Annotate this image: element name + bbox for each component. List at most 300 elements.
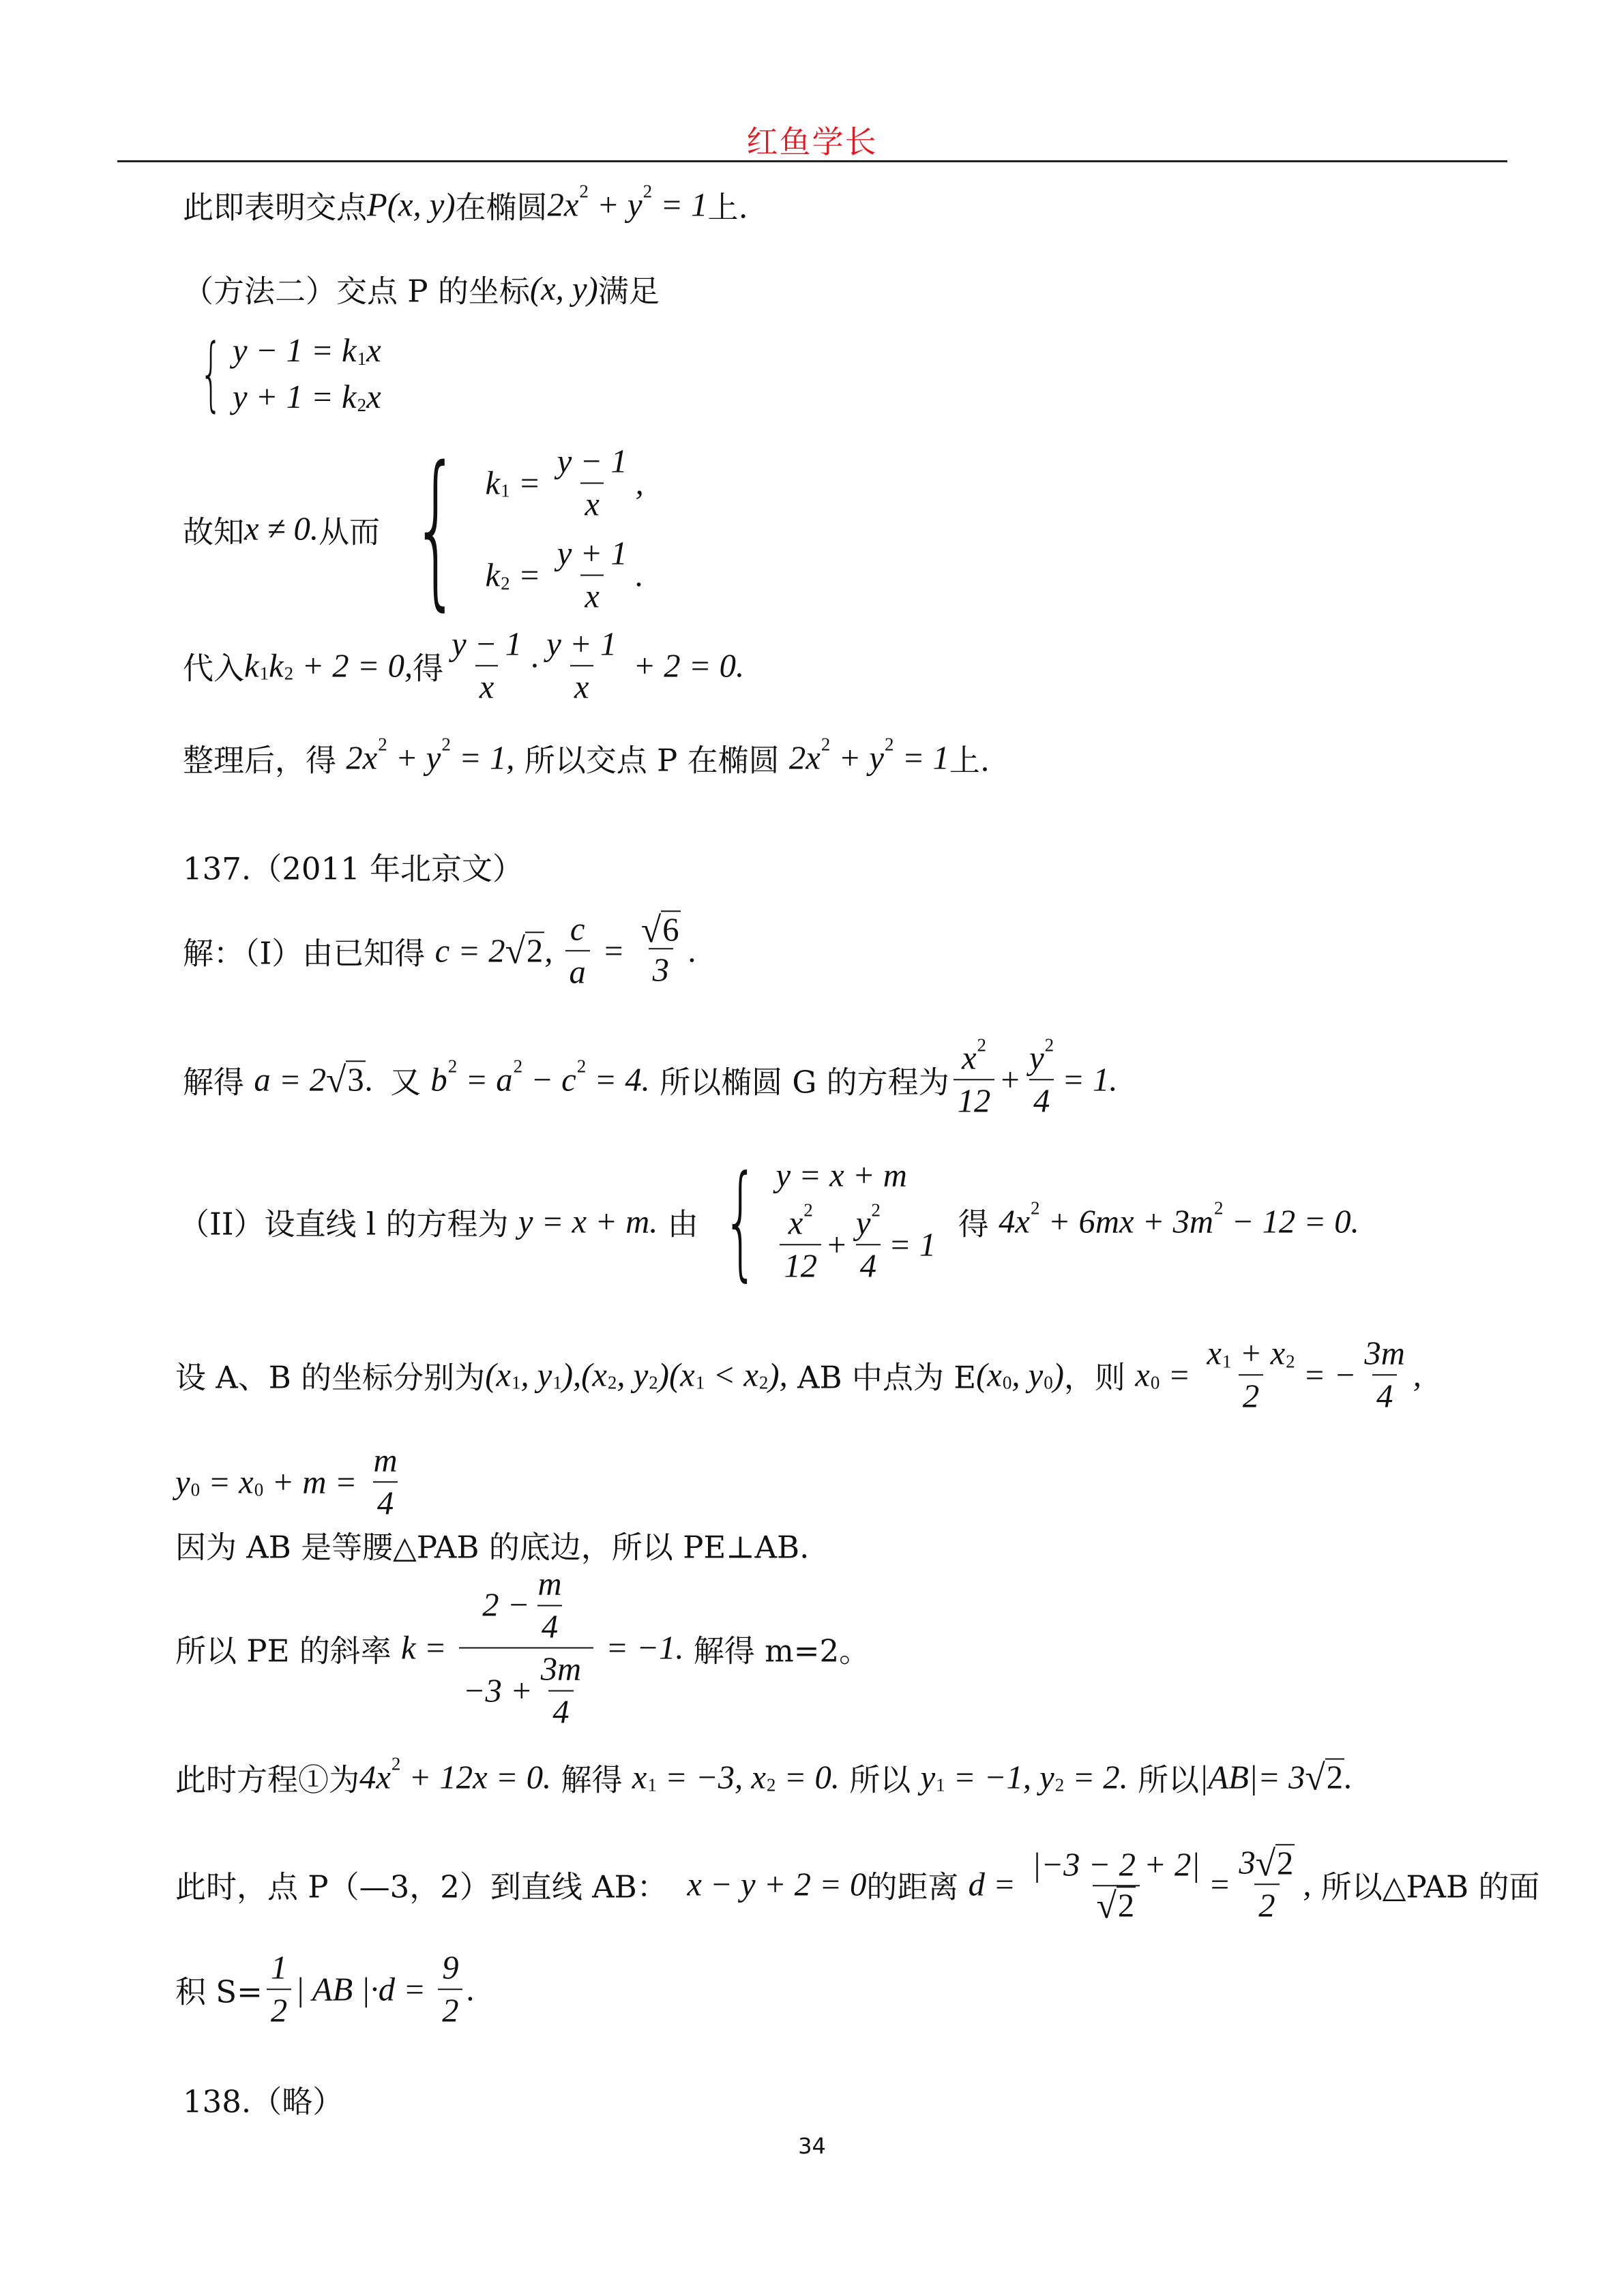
fraction [565,908,590,992]
subscript: 1 [259,663,269,684]
numerator [1025,1034,1058,1079]
math-text: k [269,647,284,684]
subscript: 2 [284,663,294,684]
denominator [373,1481,398,1524]
math-text: (x [976,1356,1002,1393]
system-row [233,378,381,416]
math-text: + 2 = 0. [625,647,745,684]
math-text: 4x [359,1759,391,1795]
math-text: = −1. [597,1630,684,1667]
subscript: 1 [936,1774,945,1795]
square-root [641,910,681,948]
superscript: 2 [513,1056,523,1077]
subscript: 2 [649,1372,658,1393]
numerator [637,910,685,948]
math-text: 9 [442,1949,459,1986]
superscript: 2 [579,181,589,202]
math-text: + y [387,739,441,776]
math-text: + 12x = 0. [400,1759,552,1795]
math-text: = 1, [450,739,515,776]
text: 所以△PAB 的面 [1311,1868,1540,1905]
numerator [1235,1842,1299,1883]
math-text: y + 1 [546,625,617,663]
text: 上. [707,189,748,226]
math-text: , [544,932,561,969]
text: 积 S= [175,1973,263,2010]
math-text: + m = [263,1463,366,1500]
text-line [183,844,523,889]
denominator [475,665,499,708]
text: 整理后，得 [183,742,346,779]
math-text: 4 [541,1608,559,1645]
math-text: ) [1052,1356,1064,1393]
math-text: 2 [1242,1377,1260,1414]
math-text: 4 [859,1247,877,1284]
fraction [438,1947,462,2031]
subscript: 2 [357,394,367,415]
math-text: |AB|= 3 [1199,1759,1305,1795]
math-text: < x [705,1356,758,1393]
math-text: 12 [784,1247,818,1284]
text: 解：（I）由已知得 [183,935,435,972]
denominator [548,1690,573,1733]
denominator [954,1079,995,1122]
subscript: 0 [254,1479,264,1500]
math-text: , y [520,1356,552,1393]
superscript: 2 [447,1056,458,1077]
math-text: 3m [1364,1335,1405,1372]
denominator [780,1244,821,1287]
equation-system [186,327,381,421]
text: 所以椭圆 G 的方程为 [649,1064,949,1101]
radical-sign: √ [640,908,662,950]
denominator [1372,1374,1397,1417]
math-text: 2 [270,1992,288,2029]
math-text: . [1344,1759,1353,1795]
numerator [1360,1332,1408,1374]
superscript: 2 [1214,1197,1224,1219]
subscript: 1 [511,1372,521,1393]
text: 又 [390,1064,431,1101]
math-text: y [920,1759,936,1795]
numerator [447,623,526,665]
subscript: 2 [766,1774,776,1795]
math-text: = 1. [1062,1061,1118,1098]
text: 所以 PE 的斜率 [175,1632,402,1669]
denominator [649,948,673,991]
math-text: . [635,556,644,594]
math-text: . [688,932,697,969]
text: AB 中点为 E [787,1359,977,1396]
radical-sign: √ [326,1059,346,1101]
text-line [183,908,697,992]
text: 因为 AB 是等腰△PAB 的底边，所以 PE⊥AB. [175,1529,810,1566]
square-root [505,930,545,972]
superscript: 2 [576,1056,587,1077]
math-text: = [1208,1866,1231,1903]
subscript: 1 [647,1774,657,1795]
subscript: 1 [1222,1350,1232,1371]
subscript: 2 [607,1372,617,1393]
math-text: 1 [270,1949,288,1986]
system-row [776,1199,936,1286]
text: 此即表明交点 [183,189,368,226]
math-text: x [632,1759,647,1795]
system-row [776,1156,936,1194]
text-line [175,1564,870,1733]
text: 得 [939,1206,999,1242]
math-text: + [999,1061,1022,1098]
math-text: |−3 − 2 + 2| [1032,1845,1200,1883]
numerator [553,441,632,483]
text: 此时，点 P（—3，2）到直线 AB： [175,1868,688,1905]
text-line [183,327,384,421]
math-text: = −1, y [945,1759,1054,1795]
math-text: y = x + m. [518,1203,658,1240]
math-text: = 0. [776,1759,840,1795]
math-text: = 1 [888,1226,936,1263]
fraction [637,910,685,991]
subscript: 0 [1002,1372,1012,1393]
math-text: · [530,647,539,684]
math-text: − 12 = 0. [1223,1203,1359,1240]
fraction [954,1034,995,1121]
superscript: 2 [391,1753,401,1774]
math-text: x [366,332,381,369]
numerator [1202,1332,1299,1374]
math-text: 12 [957,1082,991,1119]
numerator [537,1649,585,1690]
math-text: 4x [999,1203,1030,1240]
math-text: c [570,910,585,948]
text: 所以交点 P 在椭圆 [514,742,789,779]
math-text: c = 2 [434,932,505,969]
math-text: − c [522,1061,576,1098]
radicand: 2 [526,932,544,970]
math-text: x [788,1204,803,1242]
math-text: x [961,1039,977,1077]
square-root [1097,1887,1136,1924]
math-text: = − [1303,1356,1357,1393]
subscript: 0 [190,1479,201,1500]
math-text: k = [401,1630,455,1667]
text: 138.（略） [183,2083,344,2120]
fraction [1360,1332,1408,1416]
math-text: + y [588,186,643,223]
text: 故知 [183,513,245,550]
math-text: = 4. [586,1061,650,1098]
math-text: + 6mx + 3m [1039,1203,1213,1240]
denominator [459,1648,593,1733]
math-text: k [244,647,259,684]
fraction [459,1564,593,1733]
math-text: , [635,464,644,502]
math-text: 2x [547,186,579,223]
numerator [438,1947,462,1988]
radical-sign: √ [1255,1842,1276,1883]
math-text: = 1 [652,186,708,223]
math-text: + y [830,739,884,776]
denominator [856,1244,881,1287]
numerator [784,1199,817,1244]
math-text: = [510,464,549,502]
math-text: ), [768,1356,788,1393]
text: 137.（2011 年北京文） [183,850,524,887]
denominator [565,950,590,993]
math-text: x ≠ 0. [244,511,319,548]
text: 设 A、B 的坐标分别为 [175,1359,486,1396]
radicand: 2 [1326,1759,1344,1796]
header-divider [117,160,1507,162]
text: 解得 [183,1064,254,1101]
text: 所以 [1127,1761,1200,1798]
fraction [267,1947,291,2031]
denominator [580,482,604,525]
math-text: m [373,1442,398,1479]
math-text: a [569,953,586,990]
math-text: 2 [1258,1887,1275,1924]
math-text: P(x, y) [367,186,456,223]
superscript: 2 [1044,1034,1054,1055]
subscript: 2 [1054,1774,1065,1795]
numerator [534,1564,566,1605]
system-row [486,533,644,617]
superscript: 2 [884,734,894,755]
math-text: x [1135,1356,1150,1393]
left-brace: { [199,327,223,421]
text: 代入 [183,650,245,687]
superscript: 2 [803,1199,813,1220]
math-text: , y [617,1356,649,1393]
math-text: 2x [788,739,821,776]
math-text: , [1413,1356,1421,1393]
square-root [1305,1757,1344,1798]
fraction [370,1440,402,1523]
text: （II）设直线 l 的方程为 [179,1206,518,1242]
system-rows [776,1156,936,1286]
denominator [1254,1883,1279,1926]
fraction [1202,1332,1299,1416]
math-text: d = [968,1866,1024,1903]
math-text: a = 2 [254,1061,326,1098]
math-text: = 2. [1064,1759,1128,1795]
square-root [326,1059,366,1101]
superscript: 2 [1030,1197,1040,1219]
math-text: y [855,1204,871,1242]
math-text: y [175,1463,190,1500]
numerator [566,908,589,950]
math-text: x − y + 2 = 0 [687,1866,867,1903]
text-line [183,267,660,311]
text: 此时方程①为 [175,1761,360,1798]
text-line [175,1440,406,1523]
fraction [852,1199,885,1286]
denominator [438,1988,462,2031]
text-line [175,1755,1353,1800]
math-text: 2 − [482,1586,530,1624]
fraction [1235,1842,1299,1926]
math-text: + x [1231,1335,1286,1372]
math-text: k [485,464,501,502]
math-text: 3m [540,1651,582,1688]
header-title: 红鱼学长 [746,123,878,160]
fraction [553,533,632,617]
equation-system [701,1148,936,1294]
subscript: 2 [501,573,510,594]
text: 上. [949,742,990,779]
subscript: 1 [552,1372,562,1393]
denominator [267,1988,291,2031]
subscript: 0 [1150,1372,1160,1393]
math-text: k [485,556,501,594]
math-text: y + 1 = k [232,378,357,415]
superscript: 2 [643,181,653,202]
subscript: 2 [1286,1350,1295,1371]
math-text: 4 [552,1693,570,1731]
math-text: = [1160,1356,1199,1393]
page-number: 34 [798,2133,826,2159]
math-text: 3 [1239,1844,1256,1881]
square-root [1256,1844,1295,1881]
text: 在椭圆 [455,189,548,226]
text-line [175,1842,1539,1926]
system-rows [486,441,644,618]
superscript: 2 [821,734,831,755]
math-text: (x, y) [529,270,598,307]
radical-sign: √ [1096,1885,1117,1926]
radical-sign: √ [505,930,525,972]
numerator [267,1947,291,1988]
math-text: = [593,932,633,969]
fraction [1028,1844,1205,1924]
math-text: = 1 [894,739,949,776]
math-text: = x [200,1463,254,1500]
numerator [542,623,621,665]
superscript: 2 [871,1199,881,1220]
left-brace: { [722,1148,758,1294]
math-text: (x [485,1356,511,1393]
radicand: 6 [662,910,679,948]
math-text: 4 [1376,1377,1393,1414]
fraction [447,623,526,707]
math-text: 4 [1033,1082,1050,1119]
numerator [852,1199,885,1244]
text: （方法二）交点 P 的坐标 [183,273,530,310]
denominator [537,1605,562,1648]
fraction [542,623,621,707]
math-text: = a [457,1061,513,1098]
text-line [183,736,990,780]
math-text: | AB |·d = [295,1971,434,2008]
denominator [580,575,604,618]
fraction [537,1649,585,1733]
system-rows [233,331,381,416]
math-text: y − 1 = k [232,332,357,369]
text-line [175,1523,809,1567]
math-text: )(x [658,1356,695,1393]
math-text: 3 [652,951,669,989]
text-line [183,623,744,707]
numerator [553,533,632,575]
math-text: y − 1 [452,625,522,663]
numerator [1028,1844,1205,1885]
subscript: 1 [501,480,510,501]
text-line [183,183,748,227]
superscript: 2 [441,734,451,755]
math-text: x [585,578,600,615]
math-text: m [537,1565,562,1602]
text: 满足 [597,273,660,310]
math-text: y = x + m [776,1157,907,1194]
text: 由 [658,1206,698,1242]
math-text: , [1303,1866,1312,1903]
math-text: x [366,378,381,415]
math-text: ),(x [561,1356,607,1393]
subscript: 1 [695,1372,705,1393]
math-text: x [1207,1335,1222,1372]
subscript: 2 [758,1372,769,1393]
math-text: . [365,1061,391,1098]
math-text: 4 [377,1485,394,1521]
math-text: = [510,556,549,594]
math-text: x [574,668,589,705]
fraction [1025,1034,1058,1121]
fraction [534,1564,566,1648]
text: 从而 [319,513,381,550]
math-text: 2 [442,1992,459,2029]
subscript: 1 [357,348,367,369]
text-line [175,1332,1421,1416]
text-line [183,432,647,627]
math-text: . [467,1971,475,2008]
radicand: 3 [347,1061,364,1099]
denominator [570,665,593,708]
radicand: 2 [1277,1844,1294,1881]
text: 所以 [839,1761,921,1798]
superscript: 2 [378,734,387,755]
radical-sign: √ [1305,1757,1325,1798]
denominator [1029,1079,1054,1122]
math-text: y [1029,1039,1044,1077]
math-text: = −3, x [656,1759,766,1795]
denominator [1093,1885,1140,1924]
text: 得 [413,650,444,687]
math-text: −3 + [462,1672,533,1710]
math-text: + [825,1226,848,1263]
numerator [958,1034,990,1079]
math-text: b [430,1061,447,1098]
text: 的距离 [866,1868,969,1905]
math-text: y − 1 [557,443,628,480]
numerator [478,1564,574,1648]
text-line [183,1034,1118,1121]
text: ，则 [1063,1359,1136,1396]
text-line [183,2077,343,2121]
math-text: x [585,486,600,523]
subscript: 0 [1044,1372,1053,1393]
text: 解得 m=2。 [683,1632,870,1669]
left-brace: { [412,432,460,627]
math-text: + 2 = 0, [293,647,413,684]
fraction [553,441,632,525]
math-text: 2x [346,739,378,776]
text-line [179,1148,1359,1294]
math-text: y + 1 [557,535,628,572]
numerator [370,1440,402,1481]
text-line [175,1947,475,2031]
equation-system [383,432,644,627]
system-row [233,331,381,370]
